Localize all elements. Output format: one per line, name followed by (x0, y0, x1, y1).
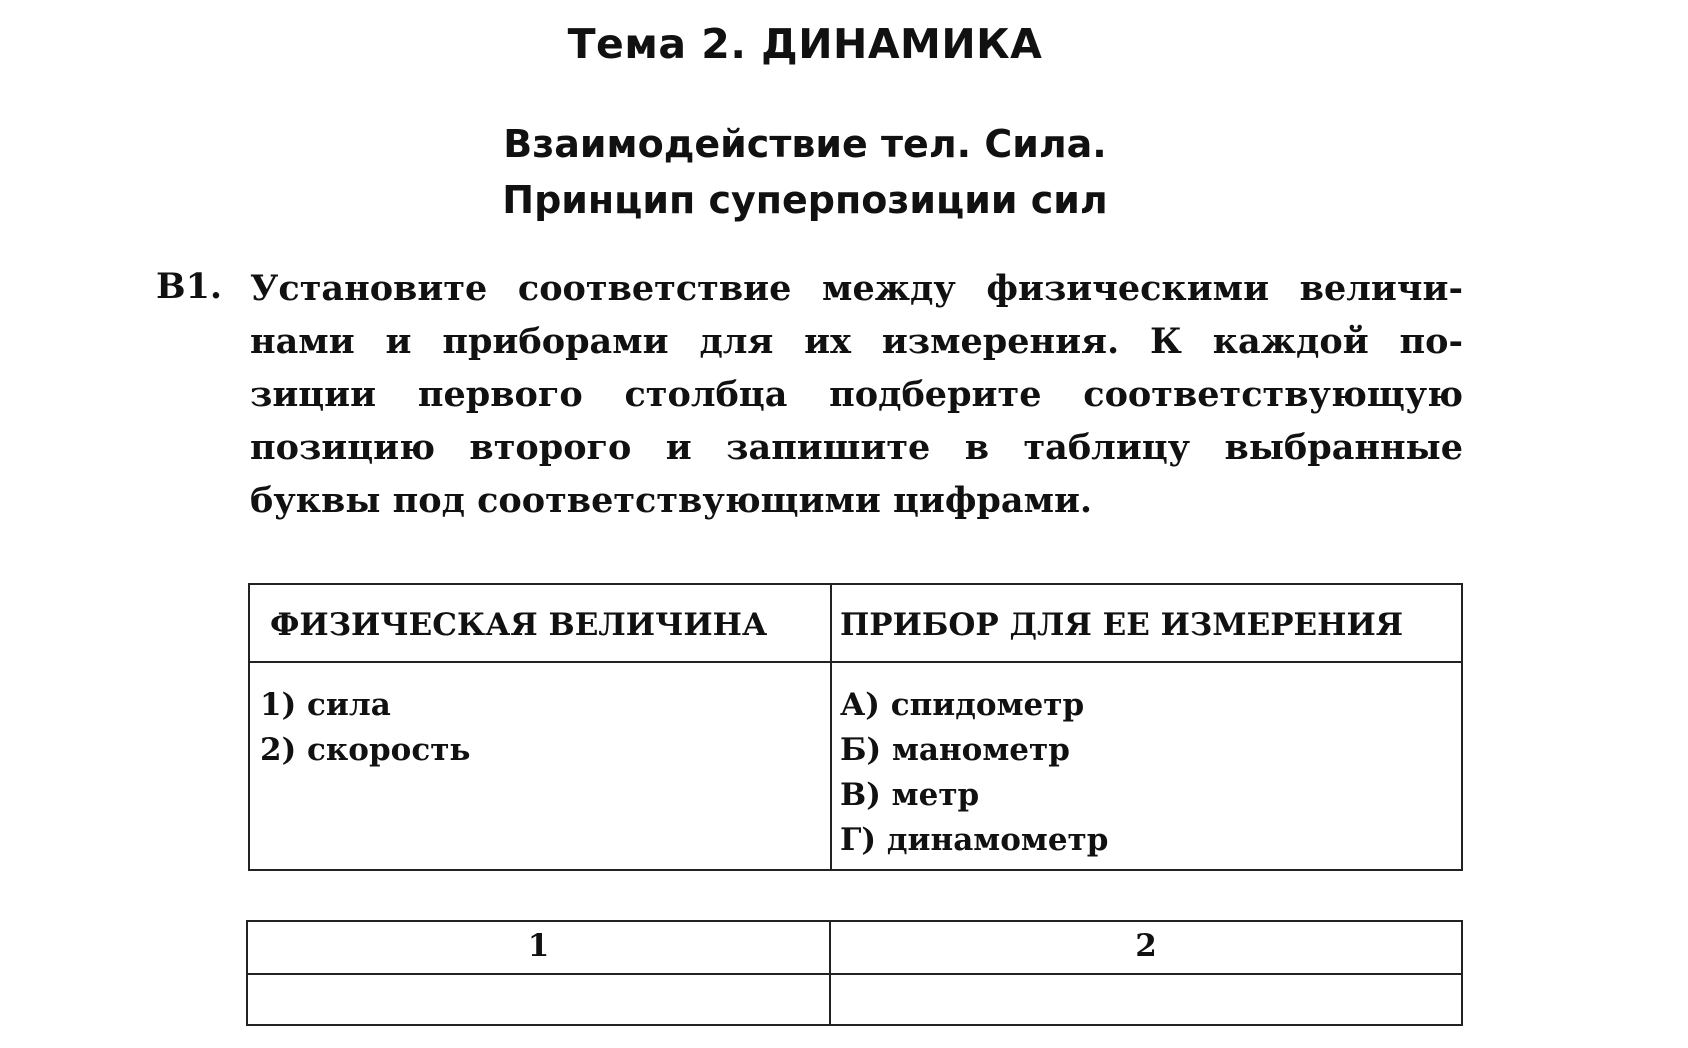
section-title-line-2: Принцип суперпозиции сил (502, 178, 1108, 222)
header-divider (248, 973, 1461, 975)
answer-column-2-header: 2 (1135, 928, 1157, 964)
question-line: Установите соответствие между физическими величи- (250, 269, 1463, 309)
list-item: 2) скорость (260, 732, 471, 768)
list-item: В) метр (840, 777, 980, 813)
question-line: буквы под соответствующими цифрами. (250, 481, 1093, 521)
header-physical-quantity: ФИЗИЧЕСКАЯ ВЕЛИЧИНА (270, 607, 768, 643)
quantity-list (260, 683, 470, 773)
matching-table (248, 583, 1463, 871)
question-line: зиции первого столбца подберите соответствующую (250, 375, 1463, 415)
list-item: А) спидометр (840, 687, 1085, 723)
answer-column-1-header: 1 (527, 928, 550, 964)
list-item: Б) манометр (840, 732, 1070, 768)
column-divider (830, 585, 832, 869)
list-item: Г) динамометр (840, 822, 1109, 858)
device-list (840, 683, 1108, 863)
question-line: нами и приборами для их измерения. К каждой по- (250, 322, 1463, 362)
answer-table (246, 920, 1463, 1026)
header-measuring-device: ПРИБОР ДЛЯ ЕЕ ИЗМЕРЕНИЯ (840, 607, 1404, 643)
topic-title: Тема 2. ДИНАМИКА (567, 20, 1043, 68)
question-number: В1. (156, 266, 223, 307)
question-line: позицию второго и запишите в таблицу выбранные (250, 428, 1463, 468)
section-title-line-1: Взаимодействие тел. Сила. (503, 122, 1107, 166)
list-item: 1) сила (260, 687, 391, 723)
header-divider (250, 661, 1461, 663)
